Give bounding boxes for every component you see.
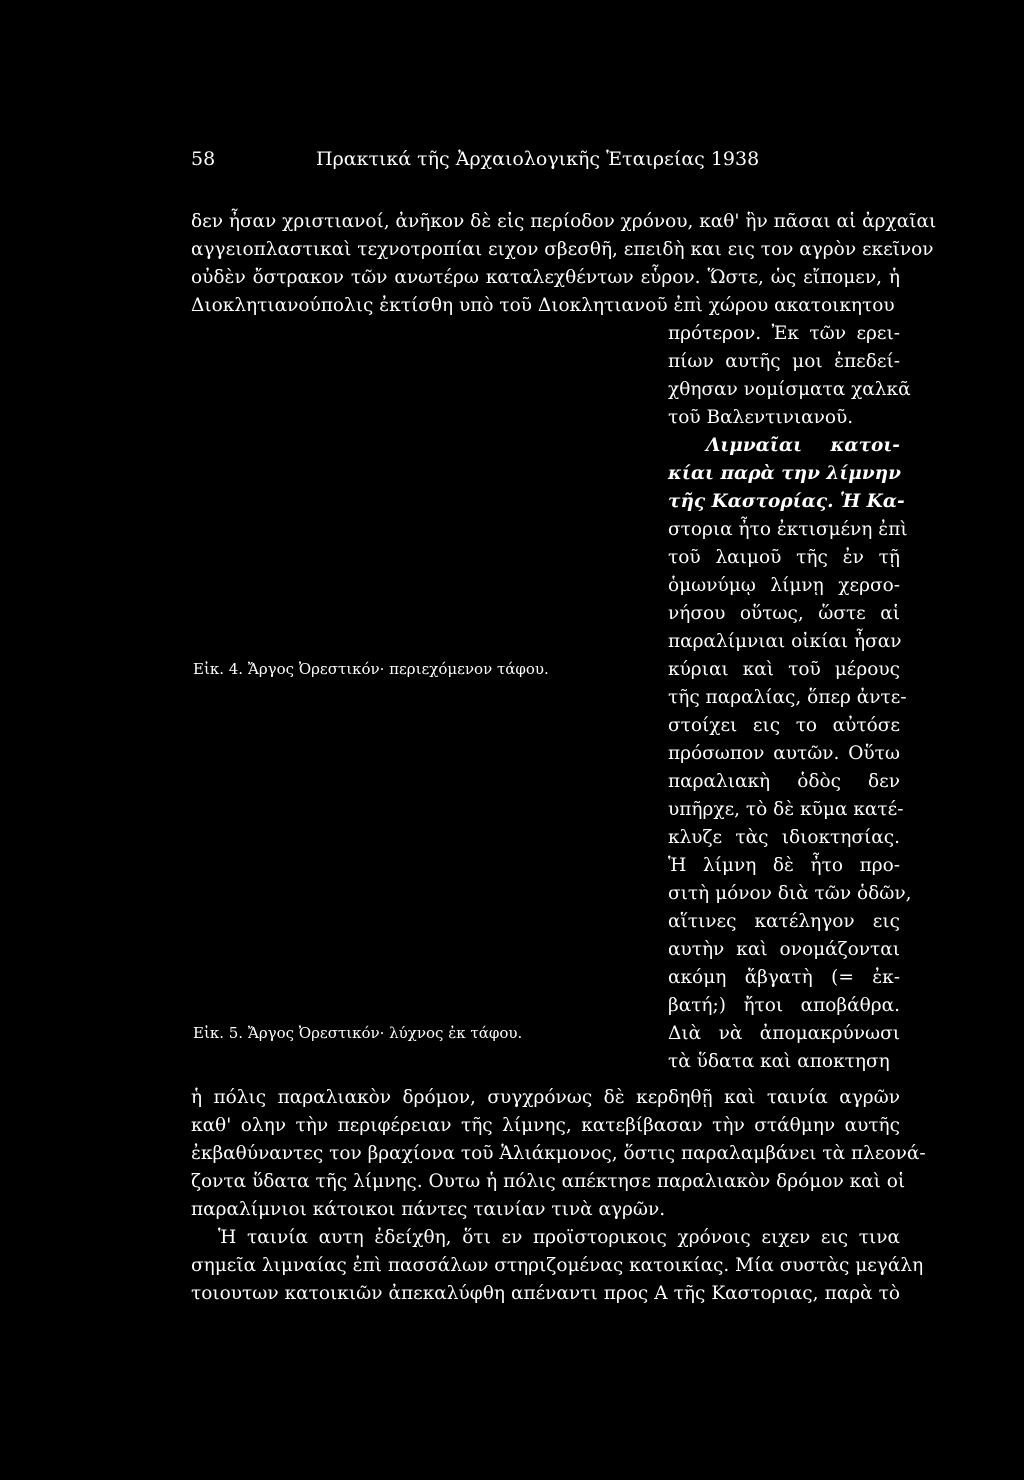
column-line: βατή;) ἤτοι αποβάθρα.	[668, 995, 900, 1016]
column-line: Διὰ νὰ ἀπομακρύνωσι	[668, 1023, 900, 1044]
column-line: στορια ἦτο ἐκτισμένη ἐπὶ	[668, 519, 908, 540]
column-line: κύριαι καὶ τοῦ μέρους	[668, 659, 900, 680]
column-line: Ἡ λίμνη δὲ ἦτο προ-	[668, 855, 900, 876]
text-line: ἐκβαθύναντες τον βραχίονα τοῦ Ἁλιάκμονος, ὅστις παραλαμβάνει τὰ πλεονά-	[191, 1143, 926, 1164]
text-line: ζοντα ὕδατα τῆς λίμνης. Ουτω ἡ πόλις απέκτησε παραλιακὸν δρόμον καὶ οἱ	[191, 1171, 906, 1192]
text-line: αγγειοπλαστικαὶ τεχνοτροπίαι ειχον σβεσθῆ, επειδὴ και εις τον αγρὸν εκεῖνον	[191, 239, 934, 260]
figure-4-caption: Εἰκ. 4. Ἄργος Ὀρεστικόν· περιεχόμενον τάφου.	[193, 660, 549, 678]
text-line: τοιουτων κατοικιῶν ἀπεκαλύφθη απέναντι προς Α τῆς Καστοριας, παρὰ τὸ	[191, 1283, 900, 1304]
column-line: σιτὴ μόνον διὰ τῶν ὁδῶν,	[668, 883, 912, 904]
column-line: αυτὴν καὶ ονομάζονται	[668, 939, 900, 960]
text-line: Ἡ ταινία αυτη ἐδείχθη, ὅτι εν προϊστορικοις χρόνοις ειχεν εις τινα	[218, 1227, 900, 1248]
column-line: τῆς παραλίας, ὅπερ ἀντε-	[668, 687, 907, 708]
column-line: υπῆρχε, τὸ δὲ κῦμα κατέ-	[668, 799, 904, 820]
column-line: χθησαν νομίσματα χαλκᾶ	[668, 379, 911, 400]
text-line: παραλίμνιοι κάτοικοι πάντες ταινίαν τινὰ αγρῶν.	[191, 1199, 666, 1220]
running-title: Πρακτικά τῆς Ἀρχαιολογικῆς Ἑταιρείας 1938	[316, 148, 760, 170]
page-number: 58	[191, 148, 216, 170]
column-line: τὰ ὕδατα καὶ αποκτηση	[668, 1051, 890, 1072]
figure-5-caption: Εἰκ. 5. Ἄργος Ὀρεστικόν· λύχνος ἐκ τάφου.	[193, 1024, 523, 1042]
column-line: νήσου οὕτως, ὥστε αἱ	[668, 603, 900, 624]
column-line: ὁμωνύμῳ λίμνῃ χερσο-	[668, 575, 900, 596]
text-line: ἡ πόλις παραλιακὸν δρόμον, συγχρόνως δὲ κερδηθῇ καὶ ταινία αγρῶν	[191, 1087, 900, 1108]
column-line: πρότερον. Ἐκ τῶν ερει-	[668, 323, 900, 344]
column-line	[668, 488, 905, 516]
section-heading: κίαι παρὰ την λίμνην	[668, 463, 901, 484]
text-line: οὐδὲν ὄστρακον τῶν ανωτέρω καταλεχθέντων εὗρον. Ὥστε, ὡς εἴπομεν, ἡ	[191, 267, 900, 288]
column-line: τοῦ Βαλεντινιανοῦ.	[668, 407, 854, 428]
column-line: τοῦ λαιμοῦ τῆς ἐν τῇ	[668, 547, 900, 568]
column-line: στοίχει εις το αὐτόσε	[668, 715, 900, 736]
section-heading: Λιμναῖαι κατοι-	[706, 435, 900, 456]
text-line: Διοκλητιανούπολις ἐκτίσθη υπὸ τοῦ Διοκλητιανοῦ ἐπὶ χώρου ακατοικητου	[191, 295, 895, 316]
column-line: πίων αυτῆς μοι ἐπεδεί-	[668, 351, 900, 372]
column-line: κλυζε τὰς ιδιοκτησίας.	[668, 827, 900, 848]
column-line: πρόσωπον αυτῶν. Οὕτω	[668, 743, 900, 764]
text-line: δεν ἦσαν χριστιανοί, ἀνῆκον δὲ εἰς περίοδον χρόνου, καθ' ἣν πᾶσαι αἱ ἀρχαῖαι	[191, 211, 937, 232]
column-line: παραλίμνιαι οἰκίαι ἦσαν	[668, 631, 902, 652]
column-line: παραλιακὴ ὁδὸς δεν	[668, 771, 900, 792]
page-header	[191, 148, 759, 170]
section-heading-end: τῆς Καστορίας. Ἡ Κα-	[668, 491, 905, 512]
text-line: σημεῖα λιμναίας ἐπὶ πασσάλων στηριζομένας κατοικίας. Μία συστὰς μεγάλη	[191, 1255, 924, 1276]
column-line: αἵτινες κατέληγον εις	[668, 911, 900, 932]
text-line: καθ' ολην τὴν περιφέρειαν τῆς λίμνης, κατεβίβασαν τὴν στάθμην αυτῆς	[191, 1115, 900, 1136]
column-line: ακόμη ἄβγατὴ (= ἐκ-	[668, 967, 900, 988]
